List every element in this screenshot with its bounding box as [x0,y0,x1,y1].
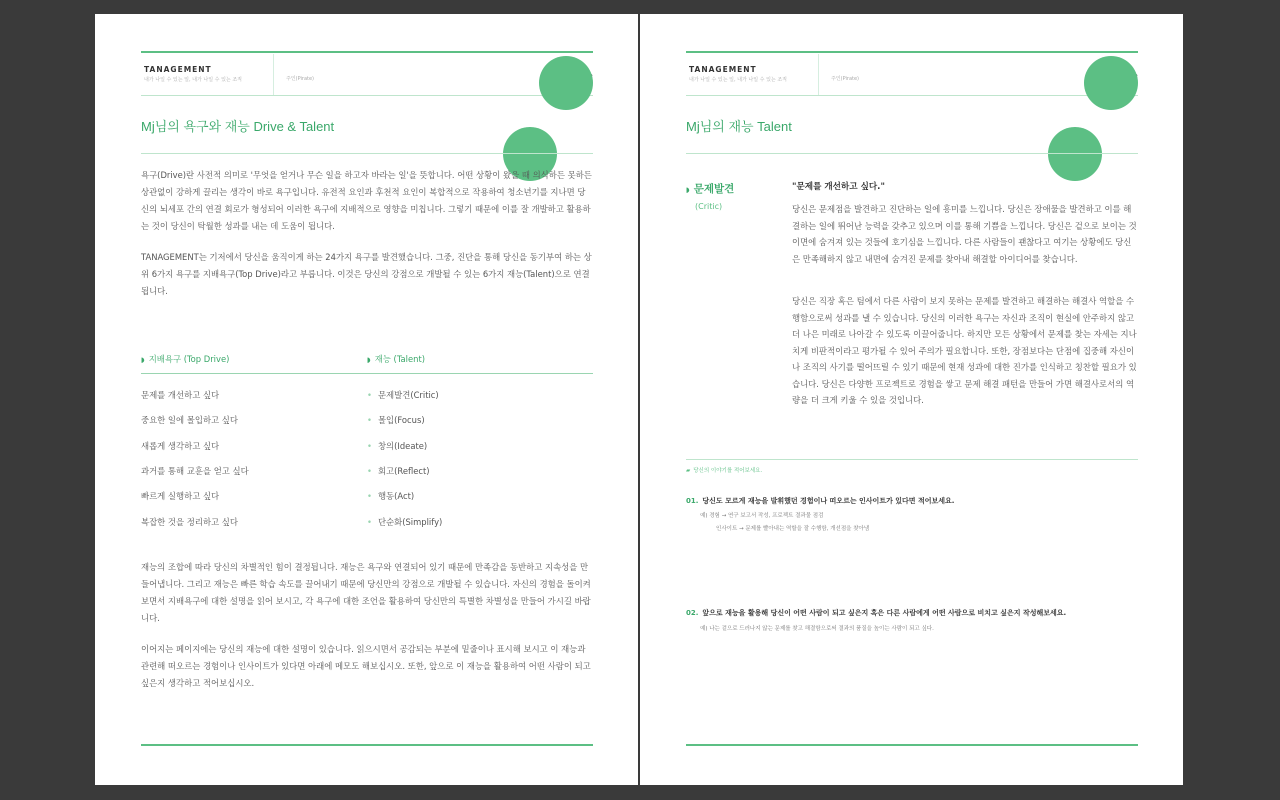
arrow-icon: ◗ [141,356,145,364]
memo-header: ▰ 당신의 이야기를 적어보세요. [686,468,763,474]
question-2-example: 예) 나는 겉으로 드러나지 않는 문제를 찾고 해결함으로써 결과의 품질을 높이는 사람이 되고 싶다. [700,626,934,632]
talent-section-label: ◗ 문제발견 [686,183,735,195]
intro-paragraph: 욕구(Drive)란 사전적 의미로 '무엇을 얻거나 무슨 일을 하고자 바라는 일'을 뜻합니다. 어떤 상황이 왔을 때 의식하든 못하든 상관없이 강하게 끌리는 생각이 바로 욕구입니다. 유전적 요인과 후천적 요인이 복합적으로 작용하여 청소년기를 지나면 당신의 뇌세포 간의 연결 회로가 형성되어 이러한 욕구에 지배적으로 영향을 미칩니다. 그렇기 때문에 이를 잘 개발하고 활용하는 것이 당신이 탁월한 성과를 내는 데 도움이 됩니다. [141,170,592,231]
question-1: 01. 당신도 모르게 재능을 발휘했던 경험이나 떠오르는 인사이트가 있다면 적어보세요. [686,497,955,505]
talent-item: • 몰입(Focus) [367,415,425,425]
intro-paragraph: TANAGEMENT는 기저에서 당신을 움직이게 하는 24가지 욕구를 발견했습니다. 그중, 진단을 통해 당신을 동기부여 하는 상위 6가지 욕구를 지배욕구(Top Drive)라고 부릅니다. 이것은 당신의 강점으로 개발될 수 있는 6가지 재능(Talent)으로 연결됩니다. [141,252,592,296]
bullet-icon: • [367,466,372,476]
talent-item: • 회고(Reflect) [367,466,430,476]
arrow-icon: ◗ [367,356,371,364]
footer-rule [686,744,1138,746]
page-title: Mj님의 재능 Talent [686,119,792,134]
outro-paragraph: 재능의 조합에 따라 당신의 차별적인 힘이 결정됩니다. 재능은 욕구와 연결되어 있기 때문에 만족감을 동반하고 지속성을 만들어냅니다. 그리고 재능은 빠른 학습 속도를 끌어내기 때문에 당신만의 강점으로 개발될 수 있습니다. 자신의 경험을 돌이켜 보면서 지배욕구에 대한 설명을 읽어 보시고, 각 욕구에 대한 조언을 활용하여 당신만의 특별한 차별성을 만들어 가시길 바랍니다. [141,562,591,623]
header-divider [273,54,274,95]
question-1-example: 인사이트 → 문제를 빨아내는 역할을 잘 수행함, 개선점을 찾아냄 [716,526,870,532]
memo-divider [686,459,1138,460]
talent-section-sublabel: (Critic) [695,202,723,211]
brand-logo-text: TANAGEMENT [144,65,212,74]
bullet-icon: • [367,415,372,425]
bullet-icon: • [367,390,372,400]
person-name: 주인(Pirate) [831,76,860,82]
brand-tagline: 내가 나일 수 있는 일, 내가 나일 수 있는 조직 [144,77,243,83]
drive-item: 새롭게 생각하고 싶다 [141,441,220,451]
talent-paragraph: 당신은 문제점을 발견하고 진단하는 일에 흥미를 느낍니다. 당신은 장애물을 발견하고 이를 해결하는 일에 뛰어난 능력을 갖추고 있으며 이를 통해 기쁨을 느낍니다. 당신은 겉으로 보이는 것 이면에 숨겨져 있는 것들에 호기심을 느낍니다. 다른 사람들이 괜찮다고 여기는 상황에도 당신은 만족해하지 않고 내면에 숨겨진 문제를 찾아내 해결할 아이디어를 찾습니다. [792,204,1137,264]
drive-item: 과거를 통해 교훈을 얻고 싶다 [141,466,249,476]
bullet-icon: • [367,441,372,451]
header-top-rule [686,51,1138,53]
chat-icon: ▰ [686,468,691,474]
decorative-circle [1084,56,1138,110]
header-divider [818,54,819,95]
talent-column-header: ◗ 재능 (Talent) [367,354,426,364]
table-header-rule [141,373,593,374]
drive-column-header: ◗ 지배욕구 (Top Drive) [141,354,230,364]
question-1-example: 예) 경험 → 연구 보고서 작성, 프로젝트 결과물 점검 [700,513,824,519]
question-2: 02. 앞으로 재능을 활용해 당신이 어떤 사람이 되고 싶은지 혹은 다른 사람에게 어떤 사람으로 비치고 싶은지 작성해보세요. [686,609,1067,617]
title-rule [141,153,593,154]
arrow-icon: ◗ [686,186,690,194]
footer-rule [141,744,593,746]
decorative-circle [1048,127,1102,181]
talent-item: • 단순화(Simplify) [367,517,443,527]
decorative-circle [539,56,593,110]
document-page-left [95,14,638,785]
talent-paragraph: 당신은 직장 혹은 팀에서 다른 사람이 보지 못하는 문제를 발견하고 해결하는 해결사 역할을 수행함으로써 성과를 낼 수 있습니다. 당신의 이러한 욕구는 자신과 조직이 현실에 안주하지 않고 더 나은 미래로 나아갈 수 있도록 이끌어줍니다. 하지만 모든 상황에서 문제를 찾는 자세는 지나치게 비판적이라고 평가될 수 있어 주의가 필요합니다. 또한, 장점보다는 단점에 집중해 자신이나 조직의 사기를 떨어뜨릴 수 있기 때문에 현재 성과에 대한 진가를 인식하고 칭찬할 필요가 있습니다. 당신은 다양한 프로젝트로 경험을 쌓고 문제 해결 패턴을 만들어 가면 해결사로서의 역량을 더 크게 키울 수 있을 것입니다. [792,296,1137,405]
outro-paragraph: 이어지는 페이지에는 당신의 재능에 대한 설명이 있습니다. 읽으시면서 공감되는 부분에 밑줄이나 표시해 보시고 이 재능과 관련해 떠오르는 경험이나 인사이트가 있다면 아래에 메모도 해보십시오. 또한, 앞으로 이 재능을 활용하여 어떤 사람이 되고 싶은지 생각하고 적어보십시오. [141,644,591,688]
drive-item: 문제를 개선하고 싶다 [141,390,220,400]
brand-logo-text: TANAGEMENT [689,65,757,74]
page-title: Mj님의 욕구와 재능 Drive & Talent [141,119,335,134]
bullet-icon: • [367,517,372,527]
talent-item: • 행동(Act) [367,491,415,501]
brand-tagline: 내가 나일 수 있는 일, 내가 나일 수 있는 조직 [689,77,788,83]
talent-item: • 문제발견(Critic) [367,390,439,400]
title-rule [686,153,1138,154]
header-top-rule [141,51,593,53]
document-page-right [640,14,1183,785]
drive-item: 복잡한 것을 정리하고 싶다 [141,517,238,527]
bullet-icon: • [367,491,372,501]
header-bottom-rule [686,95,1138,96]
talent-item: • 창의(Ideate) [367,441,428,451]
drive-item: 빠르게 실행하고 싶다 [141,491,220,501]
drive-item: 중요한 일에 몰입하고 싶다 [141,415,238,425]
talent-quote: "문제를 개선하고 싶다." [792,182,885,192]
person-name: 주인(Pirate) [286,76,315,82]
header-bottom-rule [141,95,593,96]
